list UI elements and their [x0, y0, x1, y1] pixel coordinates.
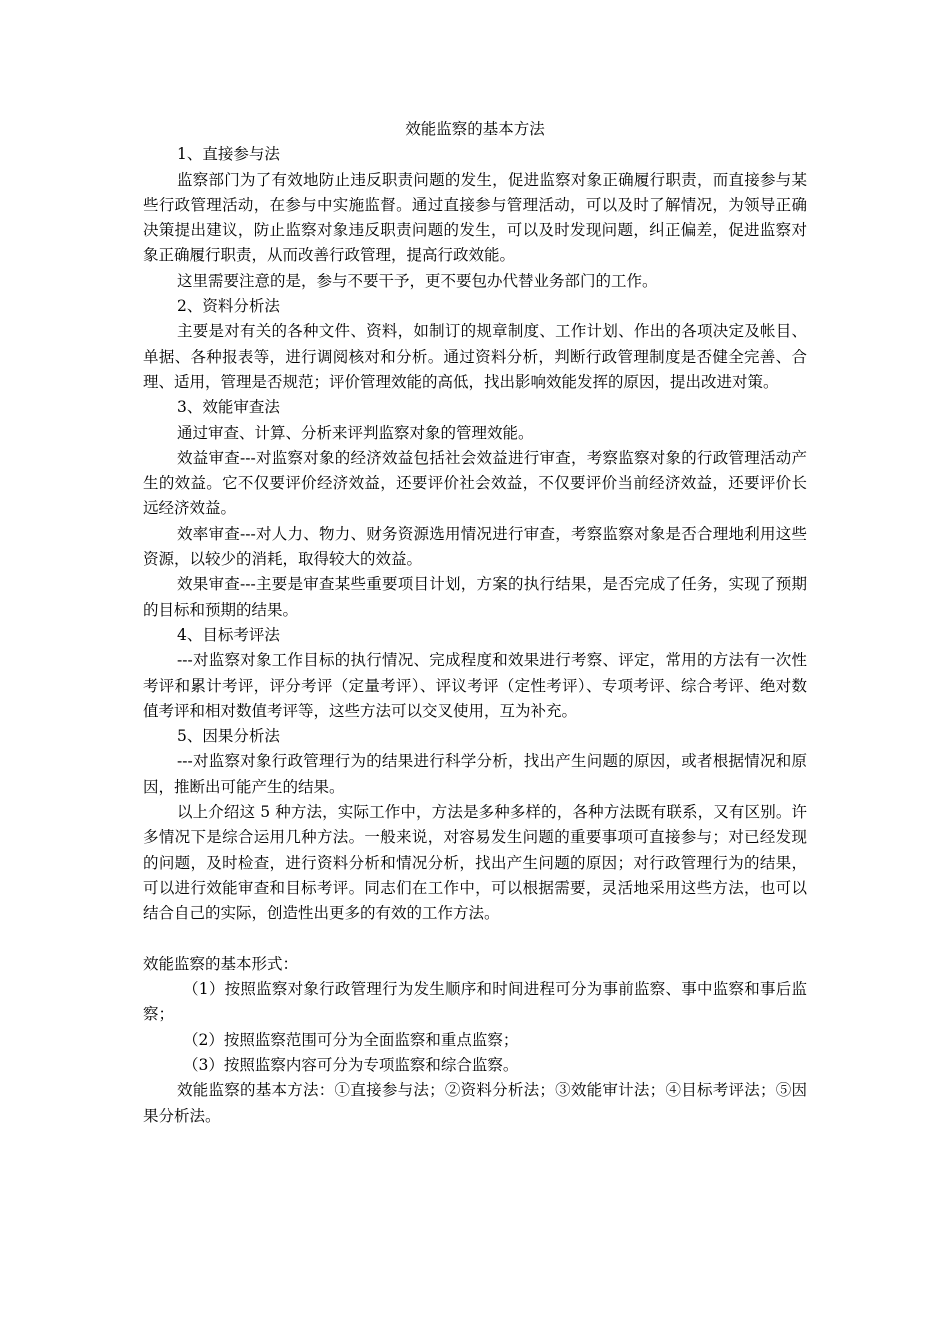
methods-summary: 效能监察的基本方法：①直接参与法；②资料分析法；③效能审计法；④目标考评法；⑤因果分析法。: [143, 1081, 807, 1125]
paragraph: 通过审查、计算、分析来评判监察对象的管理效能。: [177, 423, 534, 442]
paragraph: 效果审查---主要是审查某些重要项目计划，方案的执行结果，是否完成了任务，实现了预期的目标和预期的结果。: [143, 575, 807, 619]
paragraph: ---对监察对象工作目标的执行情况、完成程度和效果进行考察、评定，常用的方法有一次性考评和累计考评，评分考评（定量考评）、评议考评（定性考评）、专项考评、综合考评、绝对数值考评和相对数值考评等，这些方法可以交叉使用，互为补充。: [143, 651, 807, 720]
forms-item: （3）按照监察内容可分为专项监察和综合监察。: [183, 1055, 519, 1074]
section-heading-efficiency-review: 3、效能审查法: [177, 398, 280, 417]
document-page: [143, 117, 807, 1129]
forms-item: （1）按照监察对象行政管理行为发生顺序和时间进程可分为事前监察、事中监察和事后监察；: [143, 980, 807, 1024]
forms-heading: 效能监察的基本形式：: [143, 954, 299, 973]
summary-paragraph: 以上介绍这 5 种方法，实际工作中，方法是多种多样的，各种方法既有联系，又有区别。许多情况下是综合运用几种方法。一般来说，对容易发生问题的重要事项可直接参与；对已经发现的问题，及时检查，进行资料分析和情况分析，找出产生问题的原因；对行政管理行为的结果，可以进行效能审查和目标考评。同志们在工作中，可以根据需要，灵活地采用这些方法，也可以结合自己的实际，创造性出更多的有效的工作方法。: [143, 803, 807, 923]
paragraph: 这里需要注意的是，参与不要干予，更不要包办代替业务部门的工作。: [177, 271, 658, 290]
paragraph: 效率审查---对人力、物力、财务资源选用情况进行审查，考察监察对象是否合理地利用这些资源，以较少的消耗，取得较大的效益。: [143, 524, 807, 569]
paragraph: ---对监察对象行政管理行为的结果进行科学分析，找出产生问题的原因，或者根据情况和原因，推断出可能产生的结果。: [143, 752, 807, 796]
section-heading-direct-participation: 1、直接参与法: [177, 145, 280, 164]
section-heading-cause-analysis: 5、因果分析法: [177, 727, 280, 746]
document-title: 效能监察的基本方法: [405, 120, 545, 138]
blank-line: [143, 927, 807, 952]
section-heading-data-analysis: 2、资料分析法: [177, 297, 280, 316]
section-heading-target-evaluation: 4、目标考评法: [177, 625, 280, 644]
paragraph: 效益审查---对监察对象的经济效益包括社会效益进行审查，考察监察对象的行政管理活动产生的效益。它不仅要评价经济效益，还要评价社会效益，不仅要评价当前经济效益，还要评价长远经济效益。: [143, 448, 807, 518]
paragraph: 主要是对有关的各种文件、资料，如制订的规章制度、工作计划、作出的各项决定及帐目、单据、各种报表等，进行调阅核对和分析。通过资料分析，判断行政管理制度是否健全完善、合理、适用，管理是否规范；评价管理效能的高低，找出影响效能发挥的原因，提出改进对策。: [143, 322, 807, 391]
forms-item: （2）按照监察范围可分为全面监察和重点监察；: [183, 1030, 519, 1049]
paragraph: 监察部门为了有效地防止违反职责问题的发生，促进监察对象正确履行职责，而直接参与某些行政管理活动，在参与中实施监督。通过直接参与管理活动，可以及时了解情况，为领导正确决策提出建议，防止监察对象违反职责问题的发生，可以及时发现问题，纠正偏差，促进监察对象正确履行职责，从而改善行政管理，提高行政效能。: [143, 170, 807, 265]
